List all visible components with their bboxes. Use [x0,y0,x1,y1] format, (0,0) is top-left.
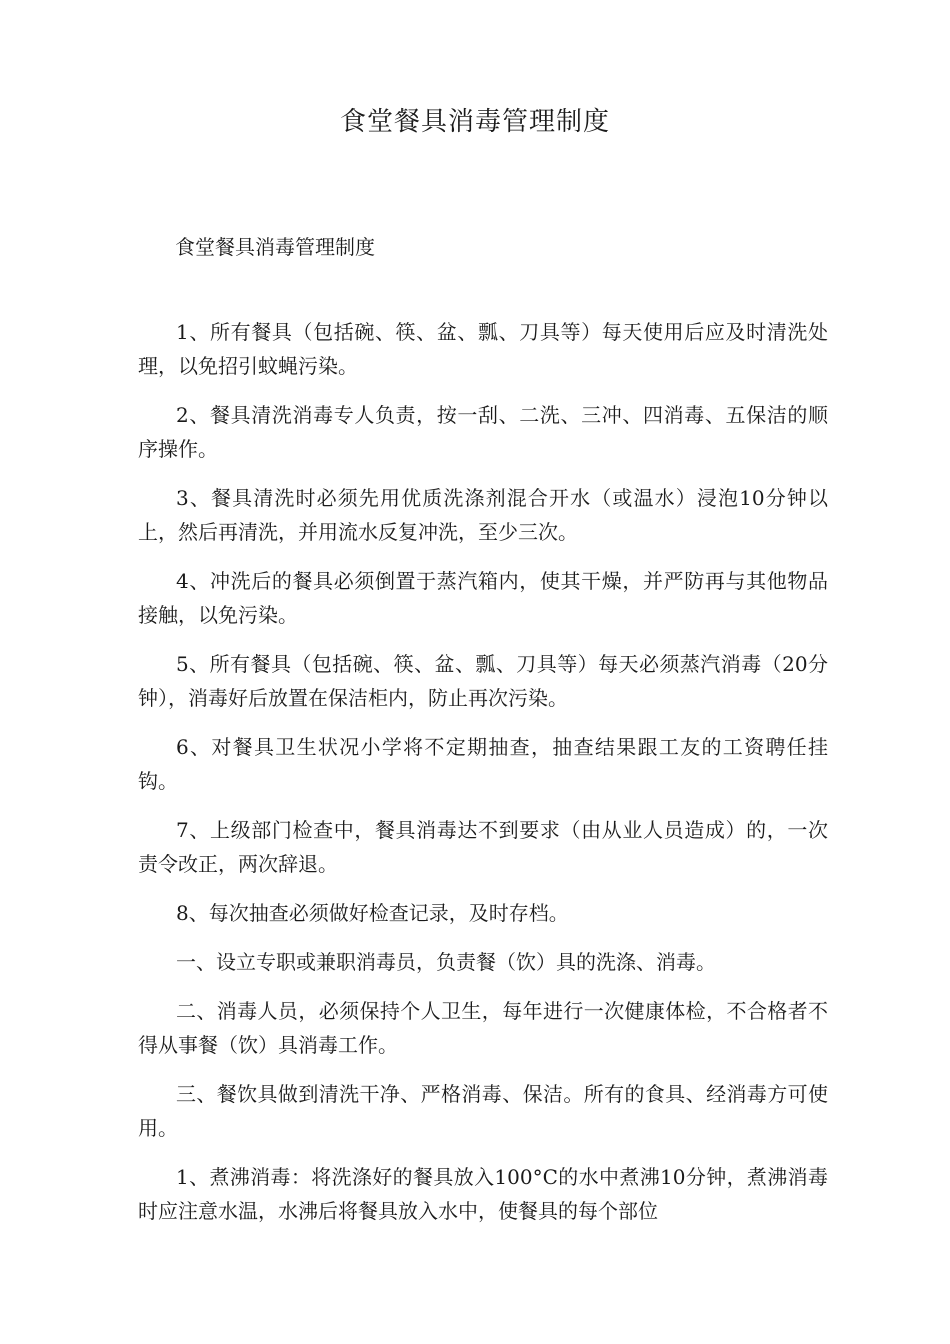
paragraph-12: 1、煮沸消毒：将洗涤好的餐具放入100°C的水中煮沸10分钟，煮沸消毒时应注意水温，水沸后将餐具放入水中，使餐具的每个部位 [138,1165,828,1223]
paragraph-10: 二、消毒人员，必须保持个人卫生，每年进行一次健康体检，不合格者不得从事餐（饮）具消毒工作。 [138,999,828,1057]
document-subtitle: 食堂餐具消毒管理制度 [175,235,375,259]
paragraph-4: 4、冲洗后的餐具必须倒置于蒸汽箱内，使其干燥，并严防再与其他物品接触，以免污染。 [138,569,828,627]
paragraph-9: 一、设立专职或兼职消毒员，负责餐（饮）具的洗涤、消毒。 [176,950,716,974]
document-body [138,315,828,1243]
paragraph-7: 7、上级部门检查中，餐具消毒达不到要求（由从业人员造成）的，一次责令改正，两次辞退。 [138,818,828,876]
paragraph-8: 8、每次抽查必须做好检查记录，及时存档。 [176,901,569,925]
paragraph-1: 1、所有餐具（包括碗、筷、盆、瓢、刀具等）每天使用后应及时清洗处理，以免招引蚊蝇污染。 [138,320,828,378]
paragraph-5: 5、所有餐具（包括碗、筷、盆、瓢、刀具等）每天必须蒸汽消毒（20分钟），消毒好后放置在保洁柜内，防止再次污染。 [138,652,828,710]
paragraph-6: 6、对餐具卫生状况小学将不定期抽查，抽查结果跟工友的工资聘任挂钩。 [138,735,828,793]
paragraph-11: 三、餐饮具做到清洗干净、严格消毒、保洁。所有的食具、经消毒方可使用。 [138,1082,828,1140]
paragraph-2: 2、餐具清洗消毒专人负责，按一刮、二洗、三冲、四消毒、五保洁的顺序操作。 [138,403,828,461]
document-title: 食堂餐具消毒管理制度 [339,107,610,137]
paragraph-3: 3、餐具清洗时必须先用优质洗涤剂混合开水（或温水）浸泡10分钟以上，然后再清洗，并用流水反复冲洗，至少三次。 [138,486,828,544]
